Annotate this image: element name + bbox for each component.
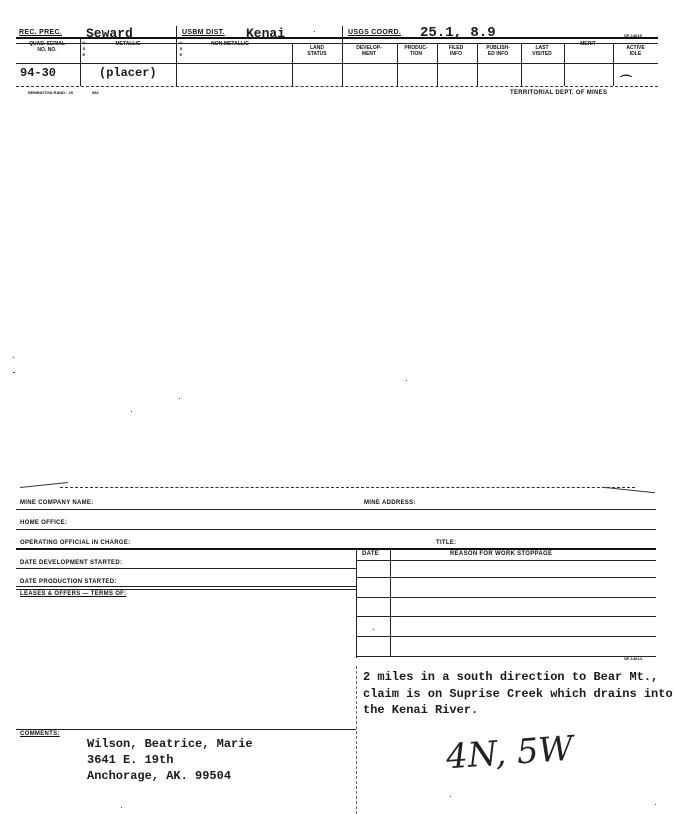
comment-line: 3641 E. 19th	[87, 753, 174, 767]
usbm-dist-value: Kenai	[246, 26, 286, 41]
mine-address-label: MINE ADDRESS:	[364, 500, 416, 506]
usgs-coord-value: 25.1, 8.9	[420, 25, 496, 41]
col-published-info: PUBLISH- ED INFO	[486, 45, 510, 57]
form-id-bottom: SP-14614	[624, 656, 642, 661]
reason-col-header: REASON FOR WORK STOPPAGE	[450, 551, 553, 557]
leases-offers-label: LEASES & OFFERS — TERMS OF:	[20, 591, 127, 597]
date-production-label: DATE PRODUCTION STARTED:	[20, 579, 117, 585]
col-merit: MERIT	[580, 41, 596, 47]
usgs-coord-label: USGS COORD.	[348, 29, 402, 36]
printer-code: 082	[92, 90, 99, 95]
date-development-label: DATE DEVELOPMENT STARTED:	[20, 560, 123, 566]
territorial-dept: TERRITORIAL DEPT. OF MINES	[510, 90, 608, 96]
location-line: 2 miles in a south direction to Bear Mt.,	[363, 670, 659, 684]
home-office-label: HOME OFFICE:	[20, 520, 68, 526]
title-label: TITLE:	[436, 540, 457, 546]
col-development: DEVELOP- MENT	[356, 45, 382, 57]
col-use-1: U S E	[82, 40, 86, 57]
col-production: PRODUC- TION	[404, 45, 428, 57]
handwritten-township-range: 4N, 5W	[444, 728, 575, 778]
metallic-value: (placer)	[99, 66, 157, 80]
comment-line: Wilson, Beatrice, Marie	[87, 737, 253, 751]
active-idle-mark: ⌒	[620, 74, 633, 88]
mine-company-label: MINE COMPANY NAME:	[20, 500, 94, 506]
quad-serial-value: 94-30	[20, 66, 57, 80]
col-quad-serial: QUAD. SERIAL NO. NO.	[29, 41, 65, 53]
location-line: claim is on Suprise Creek which drains into	[363, 687, 673, 701]
col-metallic: METALLIC	[115, 41, 141, 47]
comments-label: COMMENTS:	[20, 731, 60, 737]
col-non-metallic: NON-METALLIC	[211, 41, 249, 47]
col-active-idle: ACTIVE IDLE	[626, 45, 645, 57]
rec-prec-label: REC. PREC.	[19, 29, 63, 36]
rec-prec-value: Seward	[86, 26, 133, 41]
comment-line: Anchorage, AK. 99504	[87, 769, 232, 783]
form-id-top: SP-14615	[624, 33, 642, 38]
operating-official-label: OPERATING OFFICIAL IN CHARGE:	[20, 540, 131, 546]
printer-mark: REMINGTON RAND - 20	[28, 90, 74, 95]
location-line: the Kenai River.	[363, 703, 479, 717]
usbm-dist-label: USBM DIST.	[182, 29, 225, 36]
col-filed-info: FILED INFO	[448, 45, 464, 57]
col-last-visited: LAST VISITED	[532, 45, 552, 57]
col-land-status: LAND STATUS	[307, 45, 327, 57]
col-use-2: U S E	[179, 40, 183, 57]
date-col-header: DATE	[362, 551, 380, 557]
